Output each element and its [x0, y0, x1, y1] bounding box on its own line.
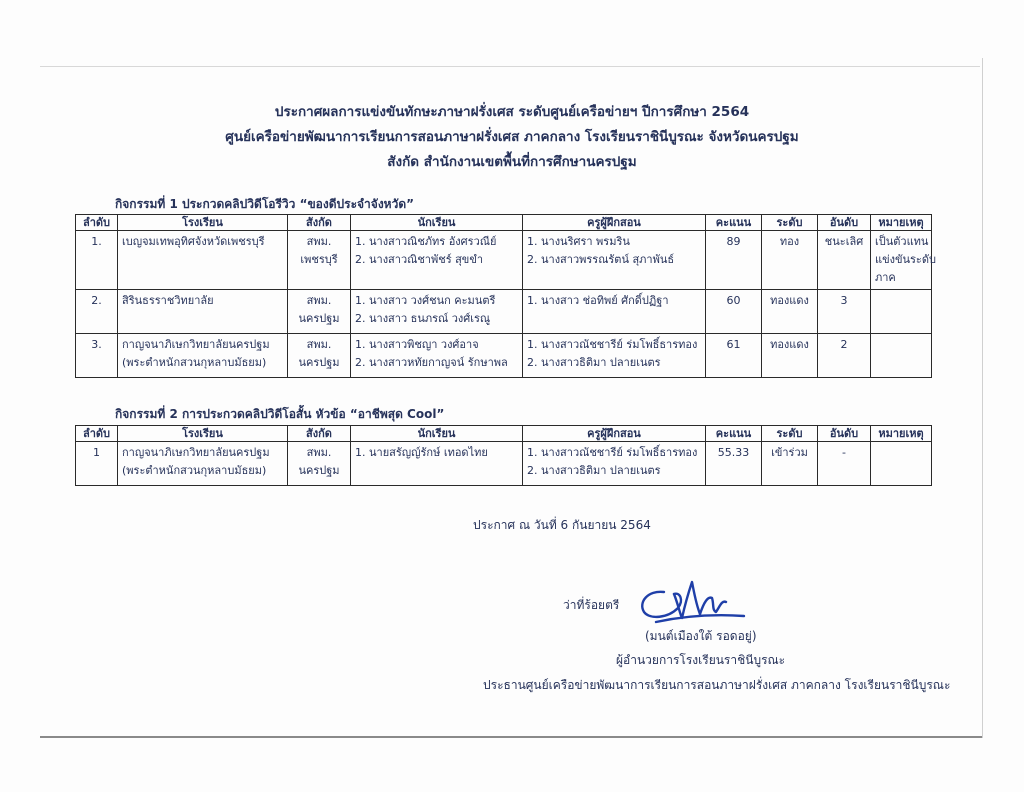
row-teachers: 1. นางสาวณัชชารีย์ ร่มโพธิ์ธารทอง 2. นางสาวธิติมา ปลายเนตร [523, 334, 706, 378]
col-header-no: ลำดับ [76, 426, 118, 442]
row-school: เบญจมเทพอุทิศจังหวัดเพชรบุรี [118, 231, 288, 290]
activity1-results-table [75, 214, 936, 378]
col-header-level: ระดับ [762, 426, 818, 442]
row-affiliation: สพม. นครปฐม [288, 442, 351, 486]
col-header-score: คะแนน [706, 215, 762, 231]
row-school: กาญจนาภิเษกวิทยาลัยนครปฐม (พระตำหนักสวนกุหลาบมัธยม) [118, 442, 288, 486]
row-rank: ชนะเลิศ [818, 231, 871, 290]
row-school: กาญจนาภิเษกวิทยาลัยนครปฐม (พระตำหนักสวนกุหลาบมัธยม) [118, 334, 288, 378]
row-teachers: 1. นางสาวณัชชารีย์ ร่มโพธิ์ธารทอง 2. นางสาวธิติมา ปลายเนตร [523, 442, 706, 486]
row-score: 55.33 [706, 442, 762, 486]
col-header-level: ระดับ [762, 215, 818, 231]
row-score: 60 [706, 290, 762, 334]
row-level: ทองแดง [762, 290, 818, 334]
row-remark [871, 442, 932, 486]
col-header-remark: หมายเหตุ [871, 215, 932, 231]
col-header-remark: หมายเหตุ [871, 426, 932, 442]
row-school: สิรินธรราชวิทยาลัย [118, 290, 288, 334]
signature-rank-label: ว่าที่ร้อยตรี [563, 598, 620, 612]
row-no: 2. [76, 290, 118, 334]
row-no: 1. [76, 231, 118, 290]
signatory-position: ผู้อำนวยการโรงเรียนราชินีบูรณะ [616, 653, 786, 667]
row-affiliation: สพม. นครปฐม [288, 334, 351, 378]
row-score: 61 [706, 334, 762, 378]
table-row [76, 334, 932, 378]
row-students: 1. นางสาวณิชภัทร อังศรวณีย์ 2. นางสาวณิชาพัชร์ สุขขำ [351, 231, 523, 290]
row-rank: 2 [818, 334, 871, 378]
row-students: 1. นางสาว วงศ์ชนก คะมนตรี 2. นางสาว ธนภรณ์ วงศ์เรณู [351, 290, 523, 334]
col-header-rank: อันดับ [818, 426, 871, 442]
affiliation-title: สังกัด สำนักงานเขตพื้นที่การศึกษานครปฐม [387, 154, 637, 170]
col-header-score: คะแนน [706, 426, 762, 442]
activity1-title: กิจกรรมที่ 1 ประกวดคลิปวิดีโอรีวิว “ของดีประจำจังหวัด” [115, 197, 415, 211]
col-header-teachers: ครูผู้ฝึกสอน [523, 426, 706, 442]
activity2-title: กิจกรรมที่ 2 การประกวดคลิปวิดีโอสั้น หัวข้อ “อาชีพสุด Cool” [115, 407, 445, 421]
table-header-row [76, 426, 932, 442]
signatory-name: (มนต์เมืองใต้ รอดอยู่) [645, 629, 757, 643]
row-students: 1. นายสรัญญ์รักษ์ เทอดไทย [351, 442, 523, 486]
col-header-students: นักเรียน [351, 215, 523, 231]
announcement-title: ประกาศผลการแข่งขันทักษะภาษาฝรั่งเศส ระดับศูนย์เครือข่ายฯ ปีการศึกษา 2564 [274, 104, 750, 120]
col-header-affiliation: สังกัด [288, 426, 351, 442]
activity2-results-table [75, 425, 932, 486]
row-affiliation: สพม. เพชรบุรี [288, 231, 351, 290]
signatory-role: ประธานศูนย์เครือข่ายพัฒนาการเรียนการสอนภาษาฝรั่งเศส ภาคกลาง โรงเรียนราชินีบูรณะ [483, 678, 951, 692]
col-header-school: โรงเรียน [118, 215, 288, 231]
row-remark [871, 334, 932, 378]
row-no: 1 [76, 442, 118, 486]
row-remark: เป็นตัวแทน แข่งขันระดับ ภาค [871, 231, 932, 290]
col-header-affiliation: สังกัด [288, 215, 351, 231]
col-header-school: โรงเรียน [118, 426, 288, 442]
page-edge-bottom [40, 736, 982, 738]
row-level: เข้าร่วม [762, 442, 818, 486]
row-remark [871, 290, 932, 334]
row-no: 3. [76, 334, 118, 378]
row-students: 1. นางสาวพิชญา วงศ์อาจ 2. นางสาวหทัยกาญจน์ รักษาพล [351, 334, 523, 378]
network-center-title: ศูนย์เครือข่ายพัฒนาการเรียนการสอนภาษาฝรั่งเศส ภาคกลาง โรงเรียนราชินีบูรณะ จังหวัดนครปฐม [225, 129, 799, 145]
row-teachers: 1. นางสาว ช่อทิพย์ ศักดิ์ปฏิฐา [523, 290, 706, 334]
table-row [76, 290, 932, 334]
col-header-students: นักเรียน [351, 426, 523, 442]
col-header-no: ลำดับ [76, 215, 118, 231]
table-row [76, 442, 932, 486]
row-teachers: 1. นางนริศรา พรมริน 2. นางสาวพรรณรัตน์ สุภาพันธ์ [523, 231, 706, 290]
row-level: ทอง [762, 231, 818, 290]
page-edge-top [40, 66, 980, 67]
table-row [76, 231, 932, 290]
row-level: ทองแดง [762, 334, 818, 378]
table-header-row [76, 215, 932, 231]
row-rank: 3 [818, 290, 871, 334]
handwritten-signature [634, 570, 754, 628]
row-score: 89 [706, 231, 762, 290]
col-header-rank: อันดับ [818, 215, 871, 231]
row-rank: - [818, 442, 871, 486]
col-header-teachers: ครูผู้ฝึกสอน [523, 215, 706, 231]
announcement-date: ประกาศ ณ วันที่ 6 กันยายน 2564 [473, 518, 651, 532]
row-affiliation: สพม. นครปฐม [288, 290, 351, 334]
